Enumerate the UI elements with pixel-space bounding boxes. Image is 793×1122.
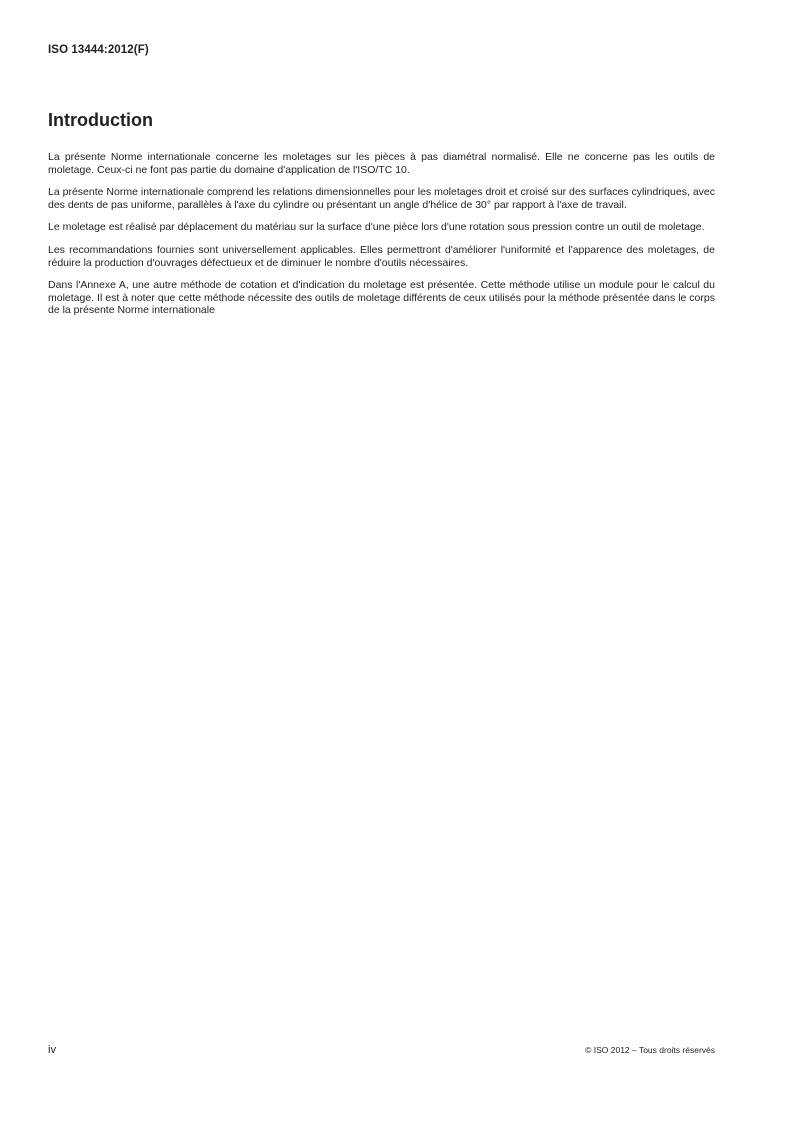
introduction-body bbox=[48, 151, 715, 327]
copyright-notice: © ISO 2012 – Tous droits réservés bbox=[585, 1045, 715, 1055]
paragraph-recommendations: Les recommandations fournies sont universellement applicables. Elles permettront d'améliorer l'uniformité et l'apparence des moletages, de réduire la production d'ouvrages défectueux et de diminuer le nombre d'outils nécessaires. bbox=[48, 243, 715, 269]
document-id-header: ISO 13444:2012(F) bbox=[48, 44, 149, 56]
page-footer bbox=[48, 1044, 715, 1056]
section-title: Introduction bbox=[48, 110, 153, 130]
paragraph-dimensional-relations: La présente Norme internationale comprend les relations dimensionnelles pour les moletages droit et croisé sur des surfaces cylindriques, avec des dents de pas uniforme, parallèles à l'axe du cylindre ou présentant un angle d'hélice de 30° par rapport à l'axe de travail. bbox=[48, 186, 715, 211]
paragraph-scope: La présente Norme internationale concerne les moletages sur les pièces à pas diamétral normalisé. Elle ne concerne pas les outils de moletage. Ceux-ci ne font pas partie du domaine d'application de l'ISO/TC 10. bbox=[48, 151, 715, 176]
paragraph-annex-a: Dans l'Annexe A, une autre méthode de cotation et d'indication du moletage est présentée. Cette méthode utilise un module pour le calcul du moletage. Il est à noter que cette méthode nécessite des outils de moletage différents de ceux utilisés pour la méthode présentée dans le corps de la présente Norme internationale bbox=[48, 279, 715, 317]
page-number: iv bbox=[48, 1044, 56, 1056]
paragraph-knurling-process: Le moletage est réalisé par déplacement du matériau sur la surface d'une pièce lors d'une rotation sous pression contre un outil de moletage. bbox=[48, 221, 705, 234]
